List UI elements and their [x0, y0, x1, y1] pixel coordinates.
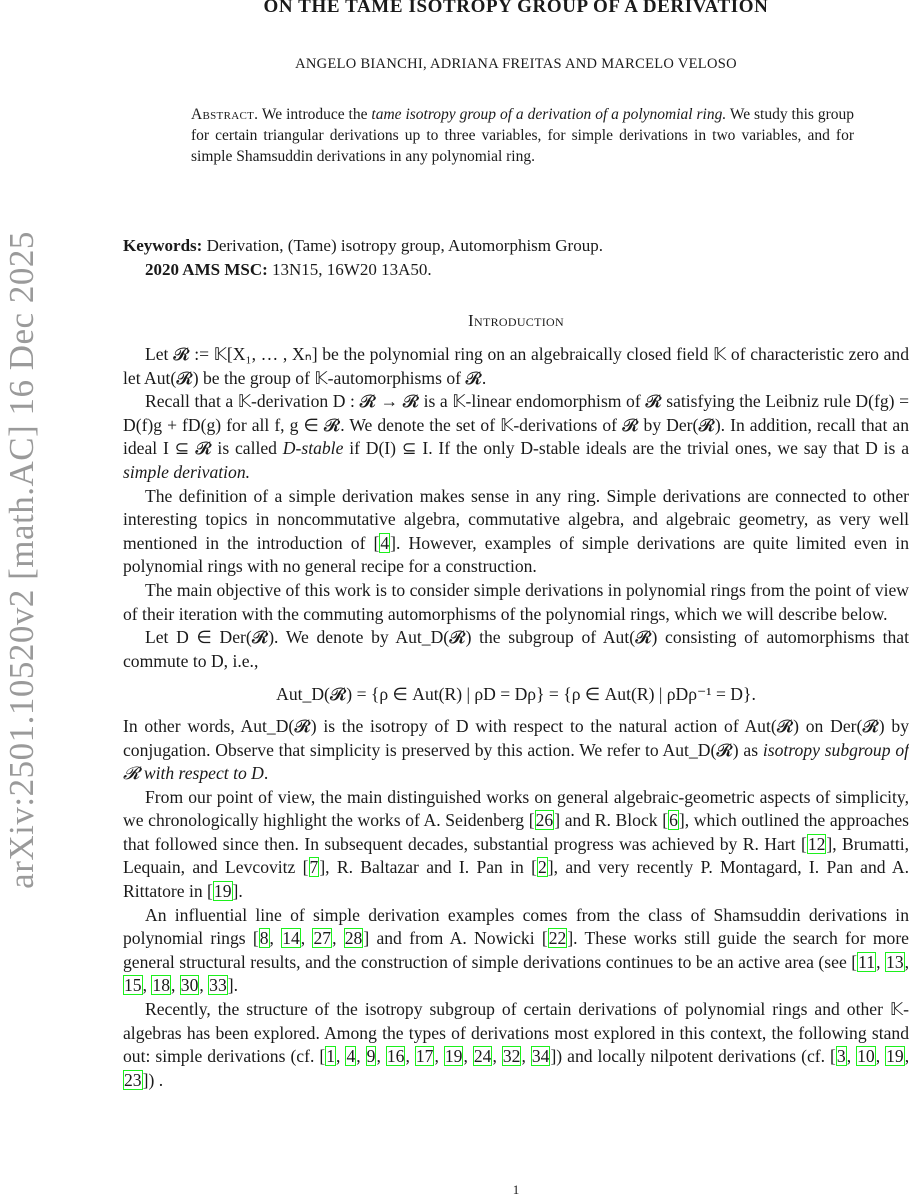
paper-title: ON THE TAME ISOTROPY GROUP OF A DERIVATION: [263, 0, 769, 17]
text: ]. These works still guide the search for more general structural results, and the construction of simple derivations continues to be an active area (see [: [123, 928, 909, 972]
citation-link[interactable]: 24: [473, 1046, 492, 1067]
citation-link[interactable]: 26: [535, 810, 554, 831]
text: From our point of view, the main distinguished works on general algebraic-geometric aspects of simplicity, we chronologically highlight the works of A. Seidenberg [: [123, 786, 909, 831]
citation-link[interactable]: 13: [886, 951, 904, 972]
paragraph-3-text-a: The definition of a simple derivation makes sense in any ring. Simple derivations are connected to other interesting topics in noncommutative algebra, commutative algebra, and algebraic geometry, as very well mentioned in the introduction of [: [123, 485, 909, 553]
text: ].: [232, 881, 243, 902]
text: ] and R. Block [: [554, 810, 669, 831]
paragraph-9: Recently, the structure of the isotropy subgroup of certain derivations of polynomial rings and other 𝕂-algebras has been explored. Among the types of derivations most explored in this context, the following stand out: simple derivations (cf. [1, 4, 9, 16, 17, 19, 24, 32, 34]) and locally nilpotent derivations (cf. [3, 10, 19, 23]) .: [123, 999, 909, 1090]
paragraph-2-text-a: Recall that a 𝕂-derivation D : 𝓡 → 𝓡 is a 𝕂-linear endomorphism of 𝓡 satisfying the Leibniz rule D(fg) = D(f)g + fD(g) for all f, g ∈ 𝓡. We denote the set of 𝕂-derivations of 𝓡 by Der(𝓡). In addition, recall that an ideal I ⊆ 𝓡 is called: [123, 391, 909, 459]
citation-link[interactable]: 19: [213, 881, 232, 902]
text: ] and from A. Nowicki [: [363, 928, 548, 949]
citation-link[interactable]: 27: [313, 928, 332, 949]
isotropy-subgroup-term: isotropy subgroup of 𝓡 with respect to D: [123, 739, 909, 784]
text: Recently, the structure of the isotropy subgroup of certain derivations of polynomial rings and other 𝕂-algebras has been explored. Among the types of derivations most explored in this context, the following stand out: simple derivations (cf. [: [123, 999, 909, 1067]
citation-link[interactable]: 12: [807, 833, 826, 854]
citation-link[interactable]: 1: [326, 1046, 336, 1067]
text: ], and very recently P. Montagard, I. Pan and A. Rittatore in [: [123, 857, 909, 902]
paragraph-6-text-b: .: [263, 763, 269, 784]
citation-link[interactable]: 3: [836, 1046, 846, 1067]
citation-link[interactable]: 16: [386, 1046, 405, 1067]
paragraph-6-text-a: In other words, Aut_D(𝓡) is the isotropy of D with respect to the natural action of Aut(𝓡) on Der(𝓡) by conjugation. Observe that simplicity is preserved by this action. We refer to Aut_D(𝓡) as: [123, 715, 909, 760]
paragraph-5: Let D ∈ Der(𝓡). We denote by Aut_D(𝓡) the subgroup of Aut(𝓡) consisting of automorphisms that commute to D, i.e.,: [123, 627, 909, 671]
citation-link[interactable]: 14: [282, 928, 300, 949]
citation-link[interactable]: 9: [366, 1046, 376, 1067]
citation-link[interactable]: 19: [444, 1046, 463, 1067]
text: ], Brumatti, Lequain, and Levcovitz [: [123, 833, 909, 878]
paragraph-6: [123, 715, 909, 786]
text: ]) and locally nilpotent derivations (cf. [: [550, 1046, 836, 1067]
text: ].: [227, 975, 239, 996]
citation-link[interactable]: 34: [531, 1046, 550, 1067]
d-stable-term: D-stable: [282, 438, 344, 459]
paragraph-4: The main objective of this work is to consider simple derivations in polynomial rings from the point of view of their iteration with the commuting automorphisms of the polynomial rings, which we will describe below.: [123, 579, 909, 624]
text: An influential line of simple derivation examples comes from the class of Shamsuddin derivations in polynomial rings [: [123, 904, 909, 949]
page-number: 1: [512, 1182, 520, 1197]
citation-link[interactable]: 8: [259, 928, 269, 949]
paragraph-2-text-b: if D(I) ⊆ I. If the only D-stable ideals are the trivial ones, we say that D is a: [349, 438, 909, 459]
citation-link[interactable]: 4: [346, 1046, 356, 1067]
introduction-body: [123, 343, 909, 1092]
keywords-block: [123, 234, 909, 282]
citation-link[interactable]: 19: [886, 1046, 904, 1067]
keywords-value: Derivation, (Tame) isotropy group, Automorphism Group.: [206, 236, 603, 255]
citation-link[interactable]: 32: [502, 1046, 521, 1067]
paragraph-8: An influential line of simple derivation examples comes from the class of Shamsuddin derivations in polynomial rings [8, 14, 27, 28] and from A. Nowicki [22]. These works still guide the search for more general structural results, and the construction of simple derivations continues to be an active area (see [11, 13, 15, 18, 30, 33].: [123, 904, 909, 996]
citation-link[interactable]: 4: [380, 532, 390, 553]
paragraph-7: [123, 786, 909, 904]
text: ], which outlined the approaches that followed since then. In subsequent decades, substantial progress was achieved by R. Hart [: [123, 810, 909, 854]
keywords-line: [123, 234, 909, 258]
arxiv-stamp: arXiv:2501.10520v2 [math.AC] 16 Dec 2025: [2, 231, 41, 889]
paragraph-2: [123, 390, 909, 484]
text: ], R. Baltazar and I. Pan in [: [319, 857, 537, 878]
citation-link[interactable]: 2: [537, 857, 547, 878]
citation-link[interactable]: 7: [309, 857, 319, 878]
citation-link[interactable]: 23: [124, 1069, 142, 1090]
text: ]) .: [142, 1069, 164, 1090]
citation-link[interactable]: 30: [180, 975, 199, 996]
abstract-label: Abstract.: [191, 106, 259, 123]
citation-link[interactable]: 28: [344, 928, 363, 949]
citation-link[interactable]: 6: [669, 810, 678, 831]
abstract: [191, 104, 854, 167]
paragraph-1: Let 𝓡 := 𝕂[X₁, … , Xₙ] be the polynomial ring on an algebraically closed field 𝕂 of characteristic zero and let Aut(𝓡) be the group of 𝕂-automorphisms of 𝓡.: [123, 344, 909, 388]
abstract-intro: We introduce the: [261, 106, 368, 123]
simple-derivation-term: simple derivation.: [123, 461, 251, 482]
citation-link[interactable]: 18: [152, 975, 170, 996]
citation-link[interactable]: 11: [858, 951, 876, 972]
abstract-rest: We study this group for certain triangular derivations up to three variables, for simple derivations in two variables, and for simple Shamsuddin derivations in any polynomial ring.: [191, 106, 854, 165]
citation-link[interactable]: 22: [548, 928, 567, 949]
msc-label: 2020 AMS MSC:: [145, 260, 268, 279]
citation-link[interactable]: 15: [124, 975, 142, 996]
arxiv-sidebar: [2, 210, 42, 910]
keywords-label: Keywords:: [123, 236, 203, 255]
citation-link[interactable]: 10: [857, 1046, 875, 1067]
paragraph-3: [123, 485, 909, 579]
paragraph-3-text-b: ]. However, examples of simple derivations are quite limited even in polynomial rings with no general recipe for a construction.: [123, 532, 909, 577]
abstract-emphasis: tame isotropy group of a derivation of a polynomial ring.: [371, 106, 727, 123]
citation-link[interactable]: 17: [415, 1046, 434, 1067]
section-heading-introduction: Introduction: [468, 311, 564, 330]
paper-authors: ANGELO BIANCHI, ADRIANA FREITAS AND MARCELO VELOSO: [295, 56, 737, 72]
citation-link[interactable]: 33: [209, 975, 227, 996]
msc-line: [123, 258, 909, 282]
msc-value: 13N15, 16W20 13A50.: [272, 260, 432, 279]
display-equation: Aut_D(𝓡) = {ρ ∈ Aut(R) | ρD = Dρ} = {ρ ∈ Aut(R) | ρDρ⁻¹ = D}.: [276, 684, 756, 705]
